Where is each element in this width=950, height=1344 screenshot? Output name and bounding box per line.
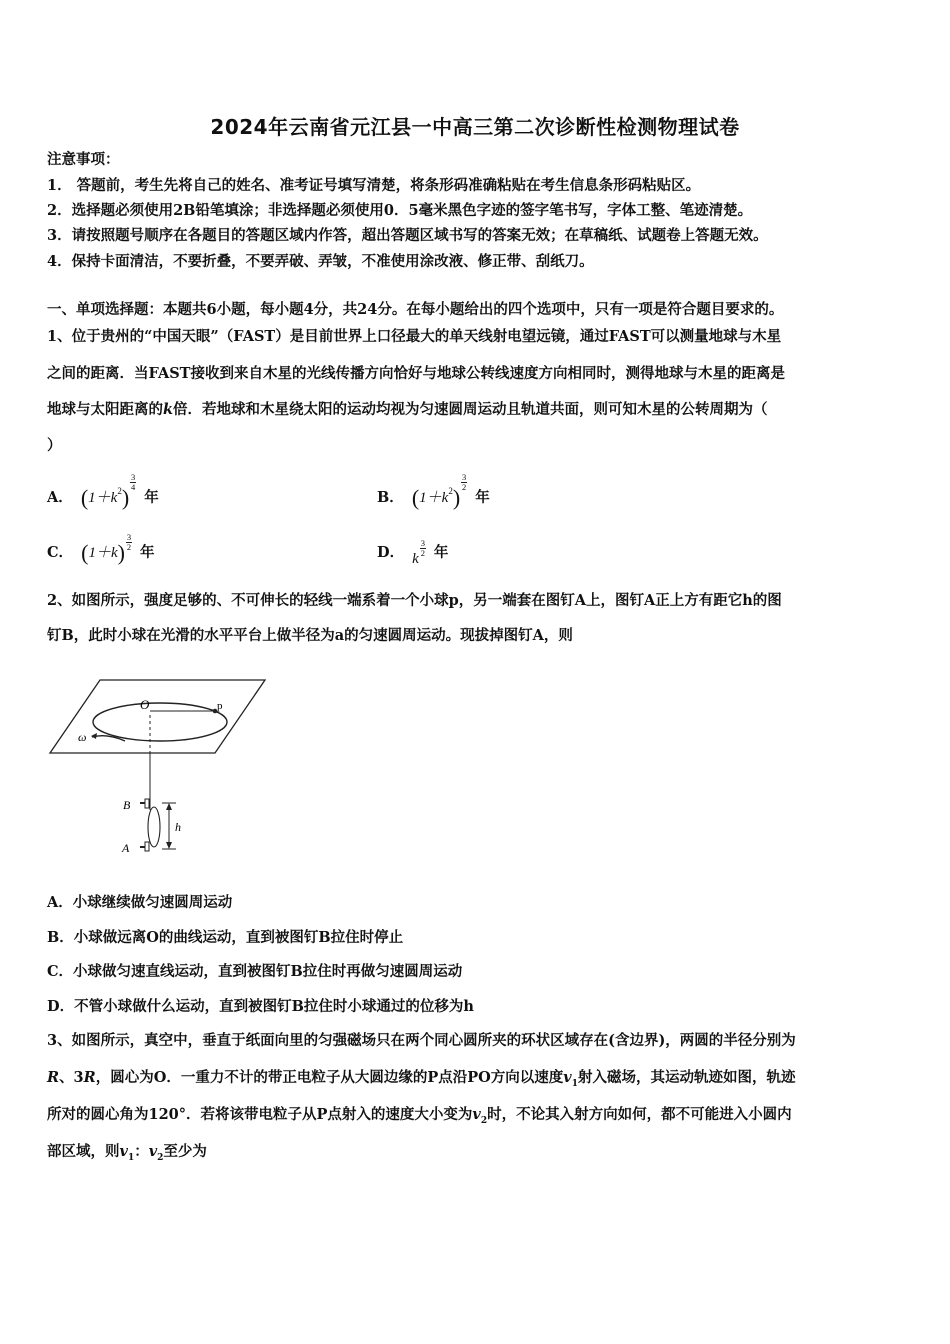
q1-option-c[interactable]: C． (1＋k) $\frac{3}{2}$ 年 [47,532,155,565]
q2-option-d[interactable]: D．不管小球做什么运动，直到被图钉B拉住时小球通过的位移为h [47,998,474,1015]
q1-line-1: 1、位于贵州的“中国天眼”（FAST）是目前世界上口径最大的单天线射电望远镜，通过FAST可以测量地球与木星 [47,328,782,345]
q2-option-c[interactable]: C．小球做匀速直线运动，直到被图钉B拉住时再做匀速圆周运动 [47,963,463,980]
notes-item-3: 3．请按照题号顺序在各题目的答题区域内作答，超出答题区域书写的答案无效；在草稿纸、试题卷上答题无效。 [47,227,768,244]
q1-option-b[interactable]: B． $(1+k^2)$ $\frac{3}{2}$ 年 [377,472,490,510]
notes-item-2: 2．选择题必须使用2B铅笔填涂；非选择题必须使用0．5毫米黑色字迹的签字笔书写，字体工整、笔迹清楚。 [47,202,753,219]
label-p: p [217,700,223,712]
q2-figure [45,675,270,860]
notes-heading: 注意事项： [47,151,120,168]
label-h: h [175,820,181,834]
q3-line-1: 3、如图所示，真空中，垂直于纸面向里的匀强磁场只在两个同心圆所夹的环状区域存在(含边界)，两圆的半径分别为 [47,1032,796,1049]
q1-line-4: ） [47,437,62,454]
label-a: A [122,841,130,855]
pin-a-head [145,842,149,851]
q1-line-2: 之间的距离．当FAST接收到来自木星的光线传播方向恰好与地球公转线速度方向相同时，测得地球与木星的距离是 [47,365,785,382]
rotation-arrow [92,736,125,741]
h-arrow-down [166,842,172,849]
pin-loop [148,807,160,847]
q2-option-b[interactable]: B．小球做远离O的曲线运动，直到被图钉B拉住时停止 [47,929,404,946]
q2-option-a[interactable]: A．小球继续做匀速圆周运动 [47,894,233,911]
notes-item-1: 1． 答题前，考生先将自己的姓名、准考证号填写清楚，将条形码准确粘贴在考生信息条形码粘贴区。 [47,177,701,194]
q3-line-2: R、3R，圆心为O．一重力不计的带正电粒子从大圆边缘的P点沿PO方向以速度$v_1$射入磁场，其运动轨迹如图，轨迹 [47,1069,796,1089]
q3-line-4: 部区域，则$v_1$：$v_2$至少为 [47,1143,207,1163]
rotation-arrowhead [91,733,97,739]
label-b: B [123,798,131,812]
page-title: 2024年云南省元江县一中高三第二次诊断性检测物理试卷 [210,115,740,139]
h-arrow-up [166,803,172,810]
section1-heading: 一、单项选择题：本题共6小题，每小题4分，共24分。在每小题给出的四个选项中，只有一项是符合题目要求的。 [47,301,784,318]
q3-line-3: 所对的圆心角为120°．若将该带电粒子从P点射入的速度大小变为$v_2$时，不论其入射方向如何，都不可能进入小圆内 [47,1106,792,1126]
q2-line-1: 2、如图所示，强度足够的、不可伸长的轻线一端系着一个小球p，另一端套在图钉A上，图钉A正上方有距它h的图 [47,592,782,609]
circular-orbit [93,703,227,741]
q2-line-2: 钉B，此时小球在光滑的水平平台上做半径为a的匀速圆周运动。现拔掉图钉A，则 [47,627,573,644]
q1-option-a[interactable]: A． $(1+k^2)$ $\frac{3}{4}$ 年 [47,472,159,510]
q1-line-3: 地球与太阳距离的k倍．若地球和木星绕太阳的运动均视为匀速圆周运动且轨道共面，则可知木星的公转周期为（ [47,401,768,418]
notes-item-4: 4．保持卡面清洁，不要折叠，不要弄破、弄皱，不准使用涂改液、修正带、刮纸刀。 [47,253,594,270]
label-omega: ω [78,730,87,744]
q1-option-d[interactable]: D． k $\frac{3}{2}$ 年 [377,538,449,567]
label-o: O [140,697,150,712]
pin-b-head [145,799,149,808]
